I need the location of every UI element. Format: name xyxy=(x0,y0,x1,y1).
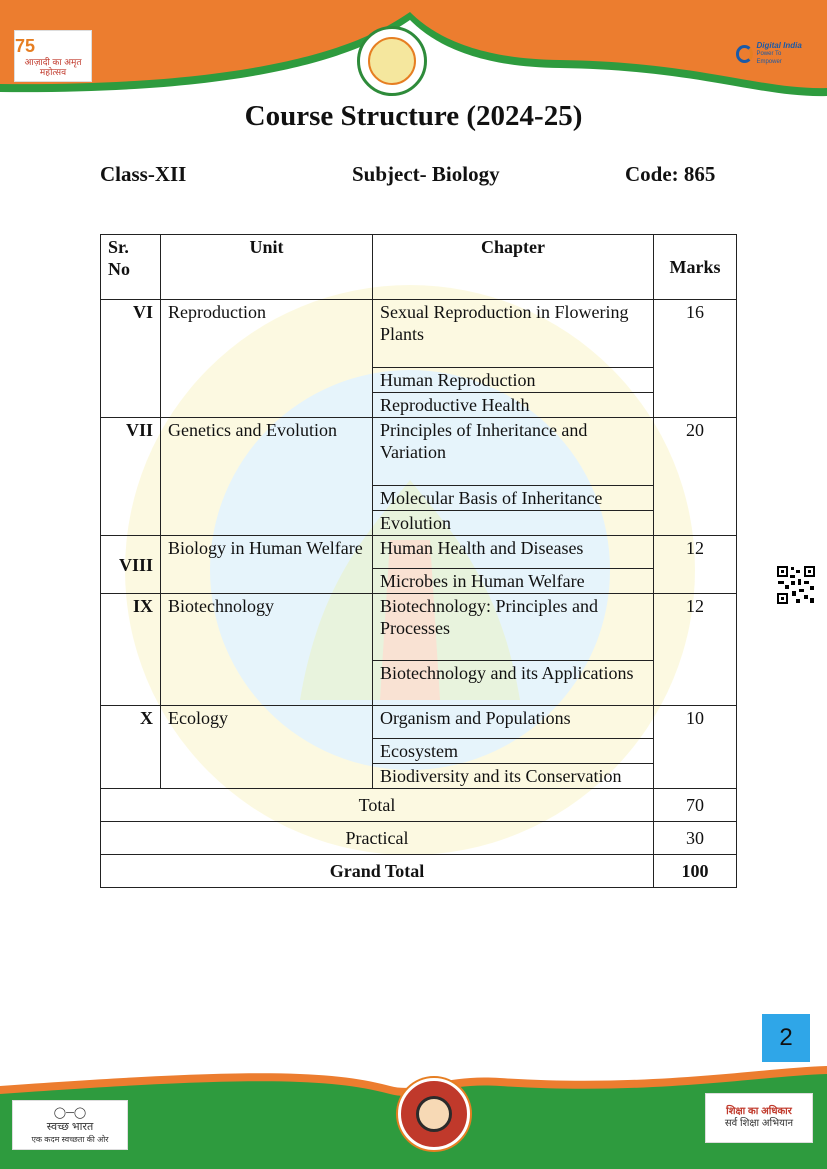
chapter-name: Biotechnology and its Applications xyxy=(373,661,654,706)
unit-sr-no: VI xyxy=(101,300,161,418)
unit-marks: 10 xyxy=(654,706,737,789)
swachh-bharat-logo: ◯─◯ स्वच्छ भारत एक कदम स्वच्छता की ओर xyxy=(12,1100,128,1150)
subject-label: Subject- Biology xyxy=(352,162,500,186)
beti-bachao-emblem xyxy=(398,1078,470,1150)
unit-sr-no: X xyxy=(101,706,161,789)
unit-name: Genetics and Evolution xyxy=(161,418,373,536)
table-row xyxy=(101,536,737,569)
chapter-name: Evolution xyxy=(373,511,654,536)
haryana-board-emblem xyxy=(357,26,427,96)
unit-marks: 12 xyxy=(654,536,737,594)
unit-sr-no: IX xyxy=(101,594,161,706)
unit-sr-no: VIII xyxy=(101,536,161,594)
unit-name: Ecology xyxy=(161,706,373,789)
practical-label: Practical xyxy=(101,822,654,855)
unit-name: Biotechnology xyxy=(161,594,373,706)
total-value: 70 xyxy=(654,789,737,822)
class-label: Class-XII xyxy=(100,162,187,186)
table-row xyxy=(101,706,737,739)
course-structure-table xyxy=(100,234,737,888)
chapter-name: Biotechnology: Principles and Processes xyxy=(373,594,654,661)
chapter-name: Molecular Basis of Inheritance xyxy=(373,486,654,511)
right-to-education-logo: शिक्षा का अधिकार सर्व शिक्षा अभियान xyxy=(705,1093,813,1143)
qr-code xyxy=(776,565,816,605)
digital-india-icon xyxy=(736,45,753,63)
page-title: Course Structure (2024-25) xyxy=(244,100,583,132)
practical-row xyxy=(101,822,737,855)
total-label: Total xyxy=(101,789,654,822)
total-row xyxy=(101,789,737,822)
code-label: Code: 865 xyxy=(625,162,716,186)
digital-india-logo: Digital India Power To Empower xyxy=(736,42,806,66)
table-row xyxy=(101,300,737,368)
chapter-name: Reproductive Health xyxy=(373,393,654,418)
girl-face-icon xyxy=(416,1096,452,1132)
unit-marks: 16 xyxy=(654,300,737,418)
practical-value: 30 xyxy=(654,822,737,855)
chapter-name: Principles of Inheritance and Variation xyxy=(373,418,654,486)
chapter-name: Human Reproduction xyxy=(373,368,654,393)
grand-total-label: Grand Total xyxy=(101,855,654,888)
unit-marks: 20 xyxy=(654,418,737,536)
unit-name: Reproduction xyxy=(161,300,373,418)
table-row xyxy=(101,418,737,486)
unit-name: Biology in Human Welfare xyxy=(161,536,373,594)
azadi-ka-amrit-mahotsav-logo: 75 आज़ादी का अमृत महोत्सव xyxy=(14,30,92,82)
chapter-name: Sexual Reproduction in Flowering Plants xyxy=(373,300,654,368)
header-chapter: Chapter xyxy=(373,235,654,300)
chapter-name: Human Health and Diseases xyxy=(373,536,654,569)
chapter-name: Organism and Populations xyxy=(373,706,654,739)
header-marks: Marks xyxy=(654,235,737,300)
table-row xyxy=(101,594,737,661)
chapter-name: Ecosystem xyxy=(373,739,654,764)
chapter-name: Microbes in Human Welfare xyxy=(373,569,654,594)
grand-total-value: 100 xyxy=(654,855,737,888)
grand-total-row xyxy=(101,855,737,888)
header-sr-no: Sr. No xyxy=(101,235,161,300)
header-unit: Unit xyxy=(161,235,373,300)
page-number: 2 xyxy=(762,1014,810,1062)
glasses-icon: ◯─◯ xyxy=(53,1106,87,1119)
chapter-name: Biodiversity and its Conservation xyxy=(373,764,654,789)
unit-marks: 12 xyxy=(654,594,737,706)
unit-sr-no: VII xyxy=(101,418,161,536)
